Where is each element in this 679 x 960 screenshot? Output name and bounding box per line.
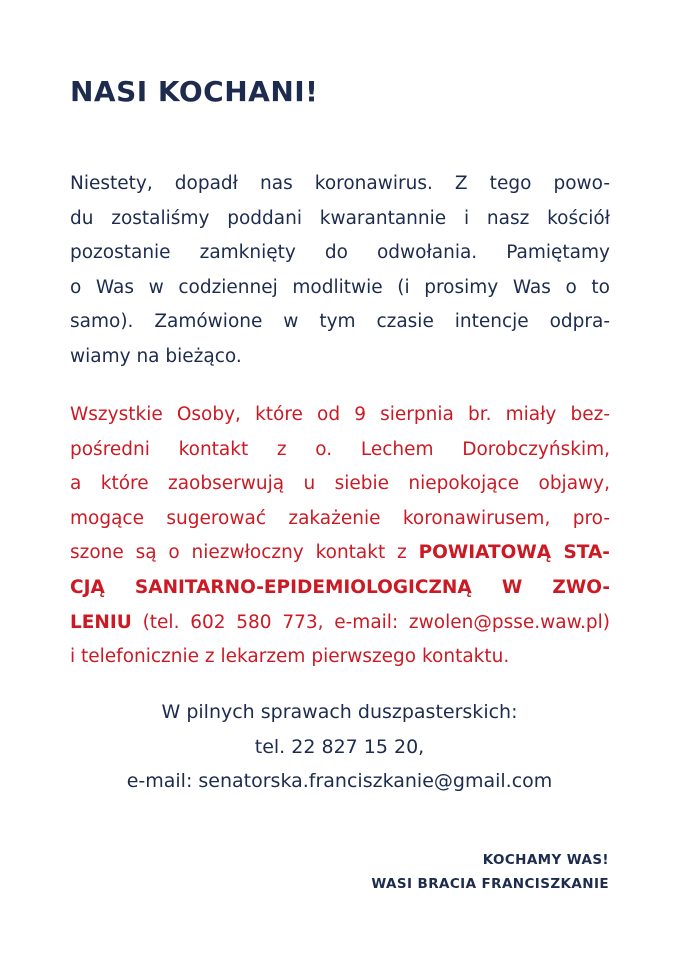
contact-phone: tel. 22 827 15 20, — [254, 735, 425, 758]
warning-text: szone są o niezwłoczny kontakt z — [70, 542, 419, 564]
sanitary-station-name: CJĄ SANITARNO-EPIDEMIOLOGICZNĄ W ZWO- — [70, 576, 610, 598]
paragraph-line: du zostaliśmy poddani kwarantannie i nasz kościół — [70, 207, 610, 229]
signature-block — [371, 848, 609, 896]
sanitary-station-name: POWIATOWĄ STA- — [418, 542, 610, 564]
warning-line: i telefonicznie z lekarzem pierwszego kontaktu. — [70, 646, 510, 668]
pastoral-contact-block — [0, 695, 679, 799]
paragraph-line: Niestety, dopadł nas koronawirus. Z tego powo- — [70, 173, 610, 194]
warning-line: mogące sugerować zakażenie koronawirusem, pro- — [70, 507, 610, 529]
signature-greeting: KOCHAMY WAS! — [482, 852, 609, 868]
page-title: NASI KOCHANI! — [70, 75, 319, 108]
paragraph-line: wiamy na bieżąco. — [70, 345, 242, 367]
sanitary-warning-paragraph — [70, 398, 610, 675]
warning-line: a które zaobserwują u siebie niepokojące objawy, — [70, 473, 610, 495]
contact-email: e-mail: senatorska.franciszkanie@gmail.com — [126, 770, 553, 792]
warning-line: pośredni kontakt z o. Lechem Dorobczyńskim, — [70, 438, 610, 460]
warning-line — [70, 536, 610, 571]
sanitary-contact-details: (tel. 602 580 773, e-mail: zwolen@psse.waw.pl) — [131, 611, 610, 633]
contact-heading: W pilnych sprawach duszpasterskich: — [161, 701, 518, 723]
warning-line: Wszystkie Osoby, które od 9 sierpnia br. miały bez- — [70, 404, 610, 425]
quarantine-paragraph — [70, 167, 610, 375]
paragraph-line: samo). Zamówione w tym czasie intencje odpra- — [70, 311, 610, 333]
sanitary-station-name: LENIU — [70, 611, 132, 633]
paragraph-line: pozostanie zamknięty do odwołania. Pamiętamy — [70, 242, 610, 264]
warning-line — [70, 606, 610, 641]
signature-name: WASI BRACIA FRANCISZKANIE — [371, 876, 609, 892]
paragraph-line: o Was w codziennej modlitwie (i prosimy Was o to — [70, 276, 610, 298]
